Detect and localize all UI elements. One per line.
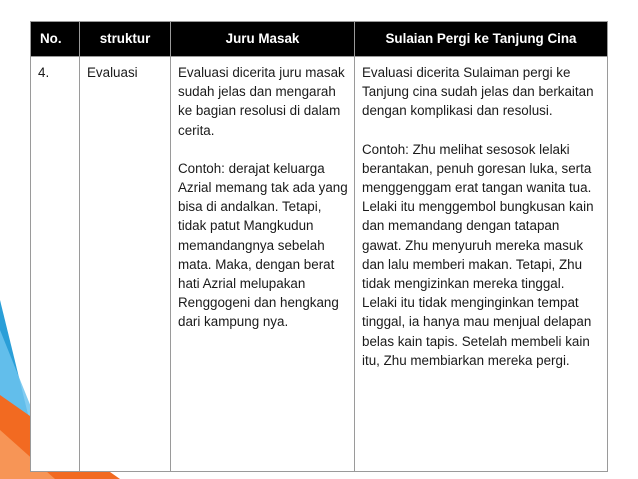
comparison-table xyxy=(30,21,608,472)
header-sulaian: Sulaian Pergi ke Tanjung Cina xyxy=(355,22,608,57)
cell-no xyxy=(31,57,80,472)
juru-masak-paragraph-1: Evaluasi dicerita juru masak sudah jelas dan mengarah ke bagian resolusi di dalam cerita. xyxy=(178,65,345,138)
table-header-row xyxy=(31,22,608,57)
cell-struktur xyxy=(80,57,171,472)
row-number: 4. xyxy=(38,65,50,80)
sulaian-paragraph-1: Evaluasi dicerita Sulaiman pergi ke Tanjung cina sudah jelas dan berkaitan dengan komplikasi dan resolusi. xyxy=(362,65,594,119)
cell-sulaian xyxy=(355,57,608,472)
header-struktur: struktur xyxy=(80,22,171,57)
table-row xyxy=(31,57,608,472)
header-no: No. xyxy=(31,22,80,57)
comparison-table-container xyxy=(30,21,607,472)
header-juru-masak: Juru Masak xyxy=(171,22,355,57)
juru-masak-paragraph-2: Contoh: derajat keluarga Azrial memang tak ada yang bisa di andalkan. Tetapi, tidak patut Mangkudun memandangnya sebelah mata. Maka, dengan berat hati Azrial melupakan Renggogeni dan hengkang dari kampung nya. xyxy=(178,160,348,330)
row-struktur: Evaluasi xyxy=(87,65,138,80)
sulaian-paragraph-2: Contoh: Zhu melihat sesosok lelaki berantakan, penuh goresan luka, serta menggenggam erat tangan wanita tua. Lelaki itu menggembol bungkusan kain dan memandang dengan tatapan gawat. Zhu menyuruh mereka masuk dan lalu memberi makan. Tetapi, Zhu tidak mengizinkan mereka tinggal. Lelaki itu tidak menginginkan tempat tinggal, ia hanya mau menjual delapan belas kain tapis. Setelah membeli kain itu, Zhu membiarkan mereka pergi. xyxy=(362,141,594,368)
cell-juru-masak xyxy=(171,57,355,472)
